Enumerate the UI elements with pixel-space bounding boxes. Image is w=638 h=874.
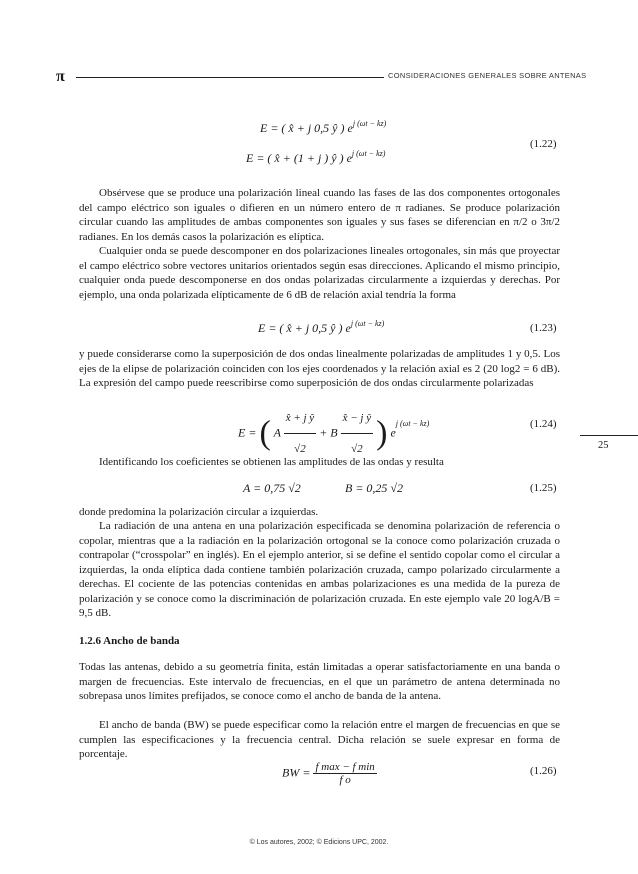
equation-1-25-a: A = 0,75 √2: [243, 481, 301, 495]
header-rule: [76, 77, 384, 78]
exponential-base: e: [390, 425, 396, 440]
equation-1-23: [258, 321, 384, 336]
section-heading-bandwidth: 1.2.6 Ancho de banda: [79, 635, 180, 647]
equation-1-22-b: [246, 151, 385, 166]
left-paren: (: [259, 414, 271, 452]
equation-number-1-23: (1.23): [530, 322, 557, 334]
fraction-left: $\frac{\text{x̂ + j ŷ}}{√2}$: [284, 403, 317, 464]
header-logo: π: [56, 68, 65, 85]
page-number-rule: [580, 435, 638, 436]
paragraph-left-circular: donde predomina la polarización circular a izquierdas.: [79, 506, 319, 518]
paragraph-superposition: y puede considerarse como la superposición de dos ondas linealmente polarizadas de amplitudes 1 y 0,5. Los ejes de la elipse de polarización coinciden con los ejes coordenados y la relación axial es 2 (20 log2 = 6 dB). La expresión del campo puede reescribirse como superposición de dos ondas circularmente polarizadas: [79, 348, 560, 389]
equation-number-1-26: (1.26): [530, 765, 557, 777]
equation-body: E = ( x̂ + j 0,5 ŷ ) e: [258, 321, 351, 335]
equation-1-26: [282, 761, 377, 786]
fraction-right: $\frac{\text{x̂ − j ŷ}}{√2}$: [341, 403, 374, 464]
running-header-title: CONSIDERACIONES GENERALES SOBRE ANTENAS: [388, 71, 587, 80]
equation-body: E = ( x̂ + (1 + j ) ŷ ) e: [246, 151, 352, 165]
fraction-bandwidth: $\frac{\text{f max − f min}}{\text{f o}}$: [315, 761, 375, 786]
paragraph-bandwidth-intro: Todas las antenas, debido a su geometría finita, están limitadas a operar satisfactoriamente en una banda o margen de frecuencias. Este intervalo de frecuencias, en el que un parámetro de antena determinada no sobrepasa unos límites prefijados, se conoce como el ancho de banda de la antena.: [79, 661, 560, 702]
equation-lhs: BW =: [282, 765, 311, 780]
page-number: 25: [598, 440, 609, 451]
paragraph-crosspolar: La radiación de una antena en una polarización especificada se denomina polarización de referencia o copolar, mientras que a la radiación en la polarización ortogonal se la conoce como polarización cruzada o contrapolar (“crosspolar” en inglés). En el ejemplo anterior, si se define el sentido copolar como el circular a izquierdas, la onda elíptica dada contiene también polarización cruzada, campo polarizado circularmente a derechas. El cociente de las potencias contenidas en ambas polarizaciones es una medida de la pureza de polarización y se conoce como la discriminación de polarización cruzada. En este ejemplo vale 20 logA/B = 9,5 dB.: [79, 520, 560, 619]
right-paren: ): [376, 414, 388, 452]
paragraph-polarization-intro: Obsérvese que se produce una polarización lineal cuando las fases de las dos componentes ortogonales del campo eléctrico son iguales o difieren en un número entero de π radianes. Se produce polarización circular cuando las amplitudes de ambas componentes son iguales y sus fases se diferencian en π/2 o 3π/2 radianes. En los demás casos la polarización es elíptica.: [79, 187, 560, 243]
equation-number-1-22: (1.22): [530, 138, 557, 150]
equation-exponent: j (ωt − kz): [352, 119, 387, 128]
paragraph-decomposition: Cualquier onda se puede descomponer en dos polarizaciones lineales ortogonales, sin más que proyectar el campo eléctrico sobre vectores unitarios orientados según esas direcciones. Aplicando el mismo principio, cualquier onda puede descomponerse en dos ondas polarizadas circularmente a izquierdas y derechas. Por ejemplo, una onda polarizada elípticamente de 6 dB de relación axial tendría la forma: [79, 245, 560, 301]
paragraph-bandwidth-definition: El ancho de banda (BW) se puede especificar como la relación entre el margen de frecuencias en que se cumplen las especificaciones y la frecuencia central. Dicha relación se suele expresar en forma de porcentaje.: [79, 719, 560, 760]
equation-number-1-24: (1.24): [530, 418, 557, 430]
paragraph-coefficients: Identificando los coeficientes se obtienen las amplitudes de las ondas y resulta: [99, 456, 444, 468]
equation-1-25-b: B = 0,25 √2: [345, 481, 404, 495]
equation-1-22-a: [260, 121, 386, 136]
equation-exponent: j (ωt − kz): [351, 149, 386, 158]
coefficient-a: A: [273, 425, 281, 440]
equation-exponent: j (ωt − kz): [395, 419, 430, 429]
equation-exponent: j (ωt − kz): [350, 319, 385, 328]
equation-body: E = ( x̂ + j 0,5 ŷ ) e: [260, 121, 353, 135]
coefficient-b: + B: [319, 425, 338, 440]
equation-number-1-25: (1.25): [530, 482, 557, 494]
copyright-footer: © Los autores, 2002; © Edicions UPC, 2002.: [249, 839, 389, 846]
equation-lhs: E =: [238, 425, 257, 440]
